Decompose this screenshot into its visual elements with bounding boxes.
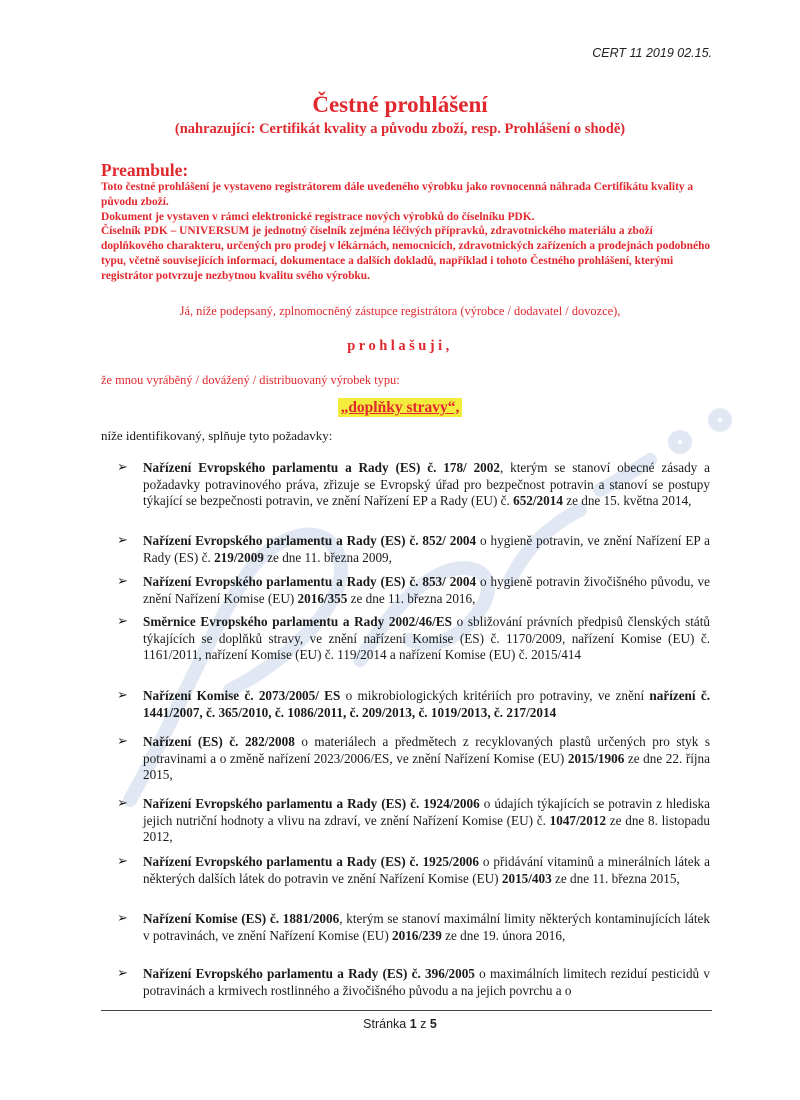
regulation-text: [143, 614, 710, 664]
page-number: [0, 1017, 800, 1031]
regulation-reference: Nařízení Evropského parlamentu a Rady (ES) č. 852/ 2004: [143, 533, 477, 548]
regulation-reference: Nařízení Evropského parlamentu a Rady (ES) č. 853/ 2004: [143, 574, 477, 589]
arrowhead-bullet-icon: ➢: [117, 614, 128, 629]
regulation-reference: Směrnice Evropského parlamentu a Rady 2002/46/ES: [143, 614, 452, 629]
preamble-paragraph: Dokument je vystaven v rámci elektronické registrace nových výrobků do číselníku PDK.: [101, 210, 535, 223]
regulation-description: o mikrobiologických kritériích pro potraviny, ve znění: [340, 688, 650, 703]
arrowhead-bullet-icon: ➢: [117, 734, 128, 749]
regulation-text: [143, 574, 710, 607]
regulation-text: [143, 854, 710, 887]
page-of: z: [420, 1017, 427, 1031]
preamble-paragraph: Číselník PDK – UNIVERSUM je jednotný číselník zejména léčivých přípravků, zdravotnického materiálu a zboží doplňkového charakteru, určených pro prodej v lékárnách, nemocnicích, zdravotnických zařízeních a prodejnách podobného typu, včetně souvisejících informací, dokumentace a dalších dokladů, například i tohoto Čestného prohlášení, kterými registrátor potvrzuje nezbytnou kvalitu svého výrobku.: [101, 225, 711, 282]
regulation-reference: 2016/355: [297, 590, 348, 606]
regulation-description: o hygieně potravin živočišného původu, ve znění Nařízení Komise (EU): [143, 574, 710, 606]
regulation-description: ze dne 8. listopadu 2012,: [143, 812, 710, 845]
regulation-reference: Nařízení Evropského parlamentu a Rady (ES) č. 178/ 2002: [143, 460, 500, 475]
regulation-description: ze dne 19. února 2016,: [441, 927, 566, 943]
regulation-description: o přidávání vitaminů a minerálních látek a některých dalších látek do potravin ve znění Nařízení Komise (EU): [143, 854, 710, 886]
regulation-reference: 2015/1906: [567, 750, 625, 766]
regulation-reference: Nařízení Evropského parlamentu a Rady (ES) č. 1925/2006: [143, 854, 479, 869]
arrowhead-bullet-icon: ➢: [117, 460, 128, 475]
regulation-text: [143, 734, 710, 784]
regulation-reference: Nařízení Evropského parlamentu a Rady (ES) č. 1924/2006: [143, 796, 480, 811]
regulation-description: o údajích týkajících se potravin z hlediska jejich nutriční hodnoty a vlivu na zdraví, ve znění Nařízení Komise (EU) č.: [143, 796, 710, 828]
arrowhead-bullet-icon: ➢: [117, 911, 128, 926]
declare-heading: prohlašuji,: [347, 338, 453, 354]
regulation-reference: 2015/403: [501, 870, 552, 886]
regulation-description: ze dne 15. května 2014,: [562, 493, 692, 509]
regulation-description: ze dne 22. října 2015,: [143, 750, 710, 783]
preamble-heading: Preambule:: [101, 160, 189, 180]
regulation-text: [143, 460, 710, 510]
regulation-description: ze dne 11. března 2016,: [347, 590, 476, 606]
regulation-description: ze dne 11. března 2015,: [551, 870, 680, 886]
regulation-reference: 219/2009: [214, 549, 264, 565]
regulation-reference: 2016/239: [392, 927, 442, 943]
regulation-description: o materiálech a předmětech z recyklovaných plastů určených pro styk s potravinami a o změně nařízení 2023/2006/ES, ve znění Nařízení Komise (EU): [143, 734, 710, 766]
regulation-description: , kterým se stanoví maximální limity některých kontaminujících látek v potravinách, ve znění Nařízení Komise (EU): [143, 911, 710, 943]
regulation-reference: 652/2014: [513, 493, 563, 509]
product-type: „doplňky stravy“,: [338, 398, 463, 417]
page-current: 1: [409, 1017, 417, 1031]
regulation-text: [143, 688, 710, 721]
arrowhead-bullet-icon: ➢: [117, 533, 128, 548]
document-title: Čestné prohlášení: [312, 92, 488, 117]
product-intro: že mnou vyráběný / dovážený / distribuovaný výrobek typu:: [101, 373, 400, 387]
regulation-text: [143, 796, 710, 846]
arrowhead-bullet-icon: ➢: [117, 796, 128, 811]
page-label: Stránka: [363, 1017, 407, 1031]
regulation-reference: 1047/2012: [549, 812, 607, 828]
declarant-statement: Já, níže podepsaný, zplnomocněný zástupce registrátora (výrobce / dodavatel / dovozce),: [179, 304, 621, 318]
arrowhead-bullet-icon: ➢: [117, 854, 128, 869]
regulation-text: [143, 911, 710, 944]
regulation-description: o maximálních limitech reziduí pesticidů v potravinách a krmivech rostlinného a živočišného původu a na jejich povrchu a o: [143, 966, 710, 998]
regulation-reference: Nařízení Evropského parlamentu a Rady (ES) č. 396/2005: [143, 966, 475, 981]
regulation-description: , kterým se stanoví obecné zásady a požadavky potravinového práva, zřizuje se Evropský úřad pro bezpečnost potravin a stanoví se postupy týkající se bezpečnosti potravin, ve znění Nařízení EP a Rady (EU) č.: [143, 460, 710, 509]
preamble-paragraph: Toto čestné prohlášení je vystaveno registrátorem dále uvedeného výrobku jako rovnocenná náhrada Certifikátu kvality a původu zboží.: [101, 181, 694, 208]
footer-divider: [101, 1010, 712, 1011]
regulation-text: [143, 533, 710, 566]
regulation-reference: Nařízení Komise č. 2073/2005/ ES: [143, 688, 341, 703]
regulation-description: o sbližování právních předpisů členských států týkajících se doplňků stravy, ve znění nařízení Komise (ES) č. 1170/2009, nařízení Komise (EU) č. 1161/2011, nařízení Komise (EU) č. 119/2014 a nařízení Komise (EU) č. 2015/414: [143, 614, 710, 663]
document-reference: CERT 11 2019 02.15.: [592, 46, 712, 60]
regulation-description: o hygieně potravin, ve znění Nařízení EP a Rady (ES) č.: [143, 533, 710, 565]
arrowhead-bullet-icon: ➢: [117, 966, 128, 981]
document-subtitle: (nahrazující: Certifikát kvality a původu zboží, resp. Prohlášení o shodě): [174, 121, 626, 137]
regulation-reference: nařízení č. 1441/2007, č. 365/2010, č. 1086/2011, č. 209/2013, č. 1019/2013, č. 217/2014: [143, 688, 710, 720]
arrowhead-bullet-icon: ➢: [117, 574, 128, 589]
regulation-reference: Nařízení (ES) č. 282/2008: [143, 734, 295, 749]
page-total: 5: [429, 1017, 437, 1031]
product-type-wrapper: [0, 399, 800, 417]
regulation-description: ze dne 11. března 2009,: [263, 549, 392, 565]
preamble-text: [101, 180, 711, 284]
arrowhead-bullet-icon: ➢: [117, 688, 128, 703]
regulation-text: [143, 966, 710, 999]
requirements-intro: níže identifikovaný, splňuje tyto požadavky:: [101, 428, 333, 443]
regulation-reference: Nařízení Komise (ES) č. 1881/2006: [143, 911, 340, 926]
